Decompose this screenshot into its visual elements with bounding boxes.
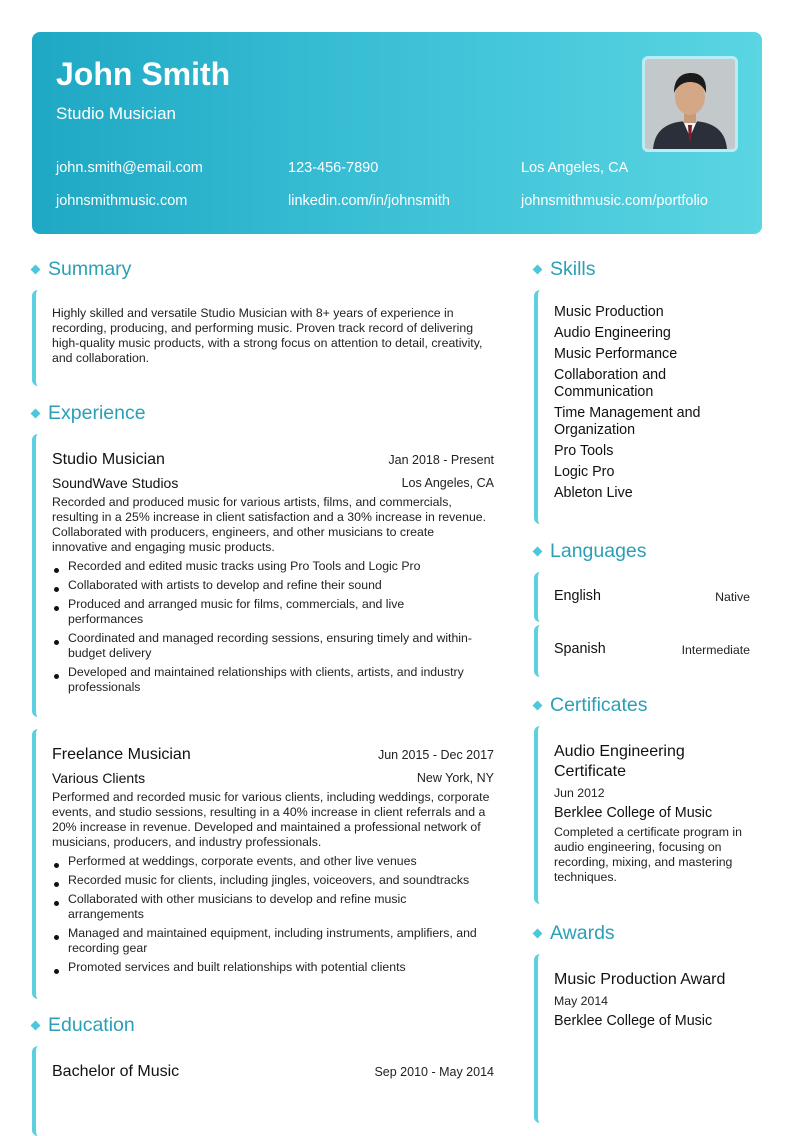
language-card (534, 572, 762, 622)
contact-location: Los Angeles, CA (521, 160, 629, 176)
certificates-heading-text: Certificates (550, 694, 648, 716)
list-item: Pro Tools (554, 443, 614, 459)
certificate-description: Completed a certificate program in audio engineering, focusing on recording, mixing, and mastering techniques. (554, 825, 742, 884)
experience-heading (31, 402, 146, 425)
skills-heading (533, 258, 596, 281)
education-degree: Bachelor of Music (52, 1063, 180, 1080)
language-level: Native (715, 590, 750, 604)
contact-portfolio[interactable]: johnsmithmusic.com/portfolio (521, 193, 708, 209)
language-card (534, 625, 762, 677)
languages-heading (533, 540, 647, 563)
skills-list (554, 304, 754, 506)
list-item: Music Performance (554, 346, 678, 362)
certificate-org: Berklee College of Music (554, 805, 713, 821)
skills-card (534, 290, 762, 524)
list-item: Recorded and edited music tracks using Pro Tools and Logic Pro (52, 559, 482, 574)
diamond-bullet-icon (533, 547, 543, 557)
list-item: Ableton Live (554, 485, 633, 501)
contact-email[interactable]: john.smith@email.com (56, 160, 203, 176)
contact-website[interactable]: johnsmithmusic.com (56, 193, 188, 209)
certificates-heading (533, 694, 648, 717)
diamond-bullet-icon (31, 409, 41, 419)
summary-heading (31, 258, 131, 281)
certificate-card (534, 726, 762, 904)
experience-card (32, 729, 502, 999)
award-org: Berklee College of Music (554, 1013, 713, 1029)
contact-phone[interactable]: 123-456-7890 (288, 160, 379, 176)
list-item: Produced and arranged music for films, commercials, and live performances (52, 597, 482, 627)
job-company: SoundWave Studios (52, 475, 179, 491)
job-company: Various Clients (52, 770, 146, 786)
profile-photo (642, 56, 738, 152)
list-item: Recorded music for clients, including jingles, voiceovers, and soundtracks (52, 873, 482, 888)
diamond-bullet-icon (31, 1021, 41, 1031)
diamond-bullet-icon (31, 265, 41, 275)
education-heading (31, 1014, 135, 1037)
list-item: Collaborated with other musicians to develop and refine music arrangements (52, 892, 482, 922)
job-description: Performed and recorded music for various clients, including weddings, corporate events, and studio sessions, resulting in a 40% increase in client referrals and a 20% increase in revenue. Developed and maintained a professional network of musicians, producers, and industry professionals. (52, 790, 490, 849)
job-bullet-list (52, 854, 482, 979)
language-name: English (554, 588, 601, 604)
list-item: Time Management and Organization (554, 405, 701, 438)
job-description: Recorded and produced music for various artists, films, and commercials, resulting in a 25% increase in client satisfaction and a 30% increase in revenue. Collaborated with producers, engineers, and other musicians to create innovative and engaging music products. (52, 495, 487, 554)
job-location: New York, NY (416, 771, 494, 785)
certificate-title: Audio Engineering Certificate (554, 743, 685, 780)
list-item: Promoted services and built relationships with potential clients (52, 960, 482, 975)
skills-heading-text: Skills (550, 258, 596, 280)
list-item: Developed and maintained relationships with clients, artists, and industry professionals (52, 665, 482, 695)
summary-heading-text: Summary (48, 258, 132, 280)
award-card (534, 954, 762, 1123)
awards-heading-text: Awards (550, 922, 615, 944)
list-item: Coordinated and managed recording sessions, ensuring timely and within-budget delivery (52, 631, 482, 661)
list-item: Collaborated with artists to develop and refine their sound (52, 578, 482, 593)
person-portrait-icon (645, 59, 735, 149)
diamond-bullet-icon (533, 929, 543, 939)
certificate-date: Jun 2012 (554, 786, 605, 800)
diamond-bullet-icon (533, 265, 543, 275)
candidate-role: Studio Musician (56, 104, 177, 123)
education-dates: Sep 2010 - May 2014 (374, 1065, 494, 1079)
languages-heading-text: Languages (550, 540, 647, 562)
job-title: Freelance Musician (52, 746, 191, 763)
language-level: Intermediate (681, 643, 750, 657)
awards-heading (533, 922, 615, 945)
language-name: Spanish (554, 641, 606, 657)
list-item: Audio Engineering (554, 325, 671, 341)
job-dates: Jan 2018 - Present (388, 453, 494, 467)
list-item: Music Production (554, 304, 664, 320)
award-title: Music Production Award (554, 971, 726, 988)
job-location: Los Angeles, CA (401, 476, 494, 490)
summary-card (32, 290, 502, 386)
diamond-bullet-icon (533, 701, 543, 711)
list-item: Logic Pro (554, 464, 615, 480)
contact-linkedin[interactable]: linkedin.com/in/johnsmith (288, 193, 450, 209)
experience-card (32, 434, 502, 717)
job-bullet-list (52, 559, 482, 699)
experience-heading-text: Experience (48, 402, 146, 424)
resume-header (32, 32, 762, 234)
list-item: Performed at weddings, corporate events, and other live venues (52, 854, 482, 869)
award-date: May 2014 (554, 994, 609, 1008)
job-dates: Jun 2015 - Dec 2017 (377, 748, 494, 762)
list-item: Collaboration and Communication (554, 367, 667, 400)
summary-text: Highly skilled and versatile Studio Musician with 8+ years of experience in recording, producing, and performing music. Proven track record of delivering high-quality music products, with a strong focus on attention to detail, creativity, and collaboration. (52, 306, 483, 365)
candidate-name: John Smith (56, 56, 231, 92)
list-item: Managed and maintained equipment, including instruments, amplifiers, and recording gear (52, 926, 482, 956)
education-heading-text: Education (48, 1014, 135, 1036)
job-title: Studio Musician (52, 451, 165, 468)
